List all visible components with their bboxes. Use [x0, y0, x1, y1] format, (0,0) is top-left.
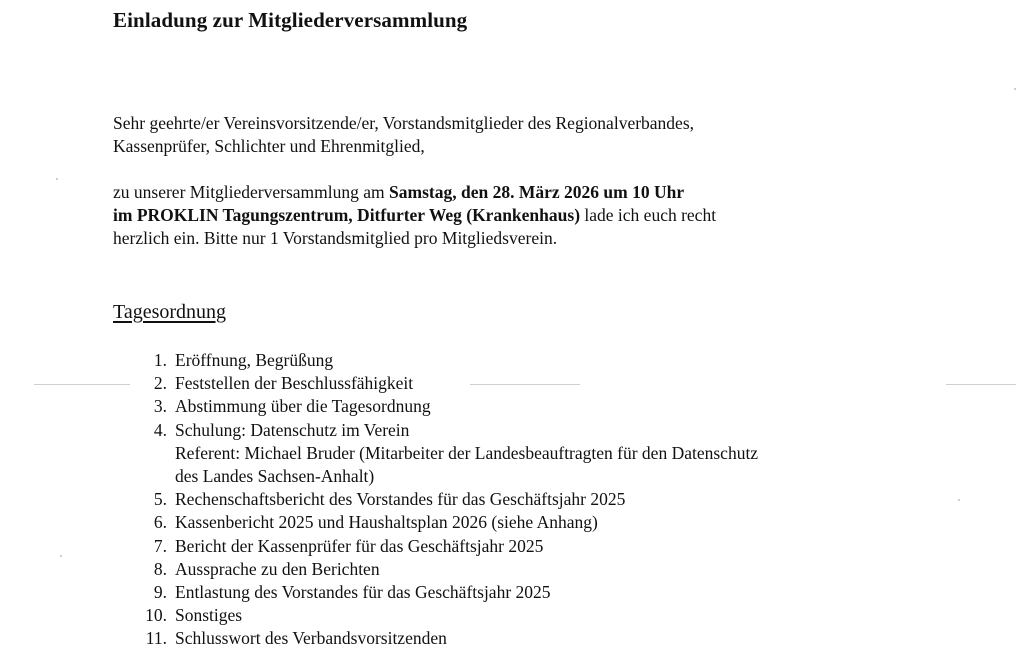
agenda-item-line: Rechenschaftsbericht des Vorstandes für das Geschäftsjahr 2025: [175, 489, 626, 510]
agenda-item-number: 11.: [145, 628, 167, 649]
agenda-item-text: [175, 627, 447, 650]
agenda-item: [131, 488, 758, 511]
agenda-item: [131, 511, 758, 534]
agenda-item-number: 10.: [145, 605, 167, 626]
agenda-item-number: 7.: [153, 535, 167, 556]
scan-speck: [1014, 88, 1016, 90]
agenda-item-line: Aussprache zu den Berichten: [175, 558, 380, 579]
scan-line-left: [34, 384, 130, 385]
agenda-heading: Tagesordnung: [113, 301, 227, 323]
agenda-item-text: [175, 535, 543, 558]
agenda-item-number: 8.: [153, 558, 167, 579]
meeting-date: Samstag, den 28. März 2026 um 10 Uhr: [389, 182, 685, 202]
agenda-item-line: Referent: Michael Bruder (Mitarbeiter der Landesbeauftragten für den Datenschutz: [175, 442, 759, 463]
agenda-item-text: [175, 511, 598, 534]
agenda-item-line: des Landes Sachsen-Anhalt): [175, 466, 375, 487]
agenda-item: [131, 372, 758, 395]
agenda-item-text: [175, 372, 413, 395]
agenda-item: [131, 349, 758, 372]
agenda-item-line: Abstimmung über die Tagesordnung: [175, 396, 431, 417]
scan-speck: [60, 555, 62, 557]
agenda-item-number: 3.: [153, 396, 167, 417]
agenda-item-number: 2.: [153, 373, 167, 394]
greeting-line: Sehr geehrte/er Vereinsvorsitzende/er, Vorstandsmitglieder des Regionalverbandes,: [113, 113, 695, 133]
invitation-text: zu unserer Mitgliederversammlung am: [113, 182, 390, 202]
agenda-item-text: [175, 395, 431, 418]
agenda-item-line: Entlastung des Vorstandes für das Geschäftsjahr 2025: [175, 582, 551, 603]
agenda-item-line: Kassenbericht 2025 und Haushaltsplan 2026 (siehe Anhang): [175, 512, 598, 533]
agenda-item: [131, 395, 758, 418]
agenda-item-text: [175, 349, 333, 372]
scan-speck: [958, 499, 960, 501]
document-title: Einladung zur Mitgliederversammlung: [113, 8, 468, 32]
agenda-item: [131, 604, 758, 627]
agenda-item: [131, 627, 758, 650]
agenda-item-number: 4.: [153, 419, 167, 440]
agenda-item-line: Bericht der Kassenprüfer für das Geschäftsjahr 2025: [175, 535, 544, 556]
agenda-list: [131, 349, 758, 651]
agenda-item: [131, 419, 758, 489]
invitation-line: [113, 204, 716, 227]
scan-line-right: [946, 384, 1016, 385]
agenda-item-line: Schlusswort des Verbandsvorsitzenden: [175, 628, 447, 649]
scan-speck: [56, 178, 58, 180]
greeting-line: Kassenprüfer, Schlichter und Ehrenmitglied,: [113, 136, 425, 156]
invitation-line: [113, 181, 716, 204]
agenda-item: [131, 535, 758, 558]
agenda-item-text: [175, 581, 551, 604]
meeting-venue: im PROKLIN Tagungszentrum, Ditfurter Weg (Krankenhaus): [113, 205, 581, 225]
agenda-item-number: 6.: [153, 512, 167, 533]
agenda-item-number: 1.: [153, 350, 167, 370]
agenda-item-text: [175, 604, 242, 627]
invitation-paragraph: [113, 181, 716, 250]
agenda-item-number: 9.: [153, 582, 167, 603]
agenda-item-text: [175, 488, 625, 511]
invitation-line: herzlich ein. Bitte nur 1 Vorstandsmitglied pro Mitgliedsverein.: [113, 228, 558, 248]
agenda-item: [131, 558, 758, 581]
agenda-item-text: [175, 419, 758, 489]
agenda-item-number: 5.: [153, 489, 167, 510]
greeting-paragraph: [113, 112, 694, 158]
agenda-item-line: Schulung: Datenschutz im Verein: [175, 419, 410, 440]
invitation-text: lade ich euch recht: [580, 205, 717, 225]
agenda-item-line: Feststellen der Beschlussfähigkeit: [175, 373, 414, 394]
agenda-item-line: Eröffnung, Begrüßung: [175, 350, 334, 370]
agenda-item: [131, 581, 758, 604]
agenda-item-text: [175, 558, 380, 581]
agenda-item-line: Sonstiges: [175, 605, 243, 626]
